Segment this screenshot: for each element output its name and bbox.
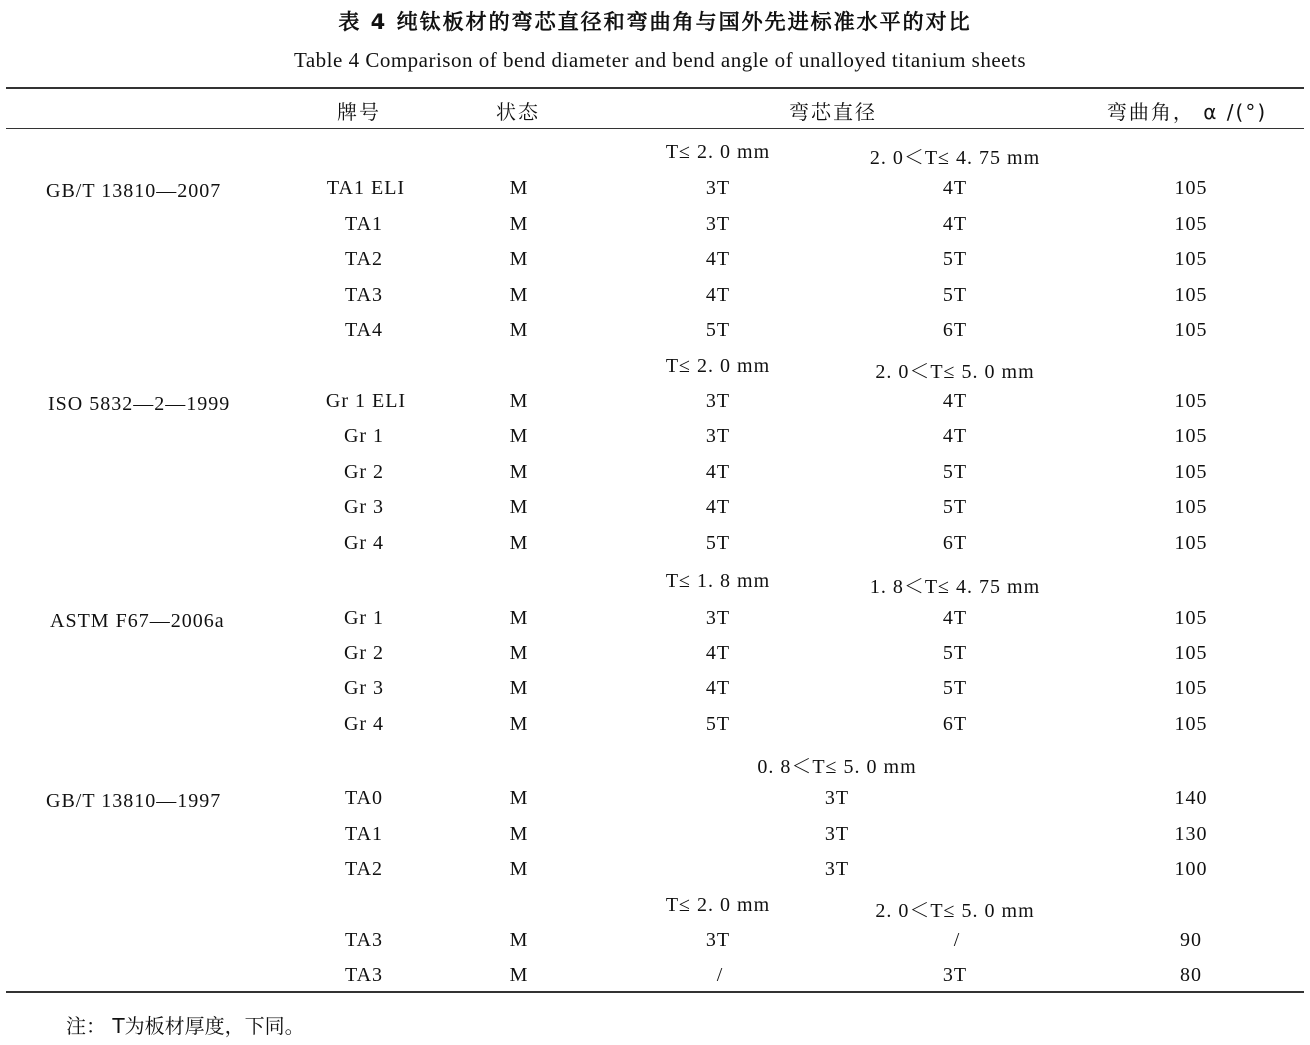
- angle-cell: 105: [1174, 461, 1208, 483]
- diameter-cell: /: [953, 929, 961, 951]
- diameter-cell: 4T: [942, 607, 968, 629]
- grade-cell: Gr 1: [343, 607, 385, 629]
- grade-cell: Gr 4: [343, 713, 385, 735]
- diameter-cell: 4T: [942, 177, 968, 199]
- angle-cell: 105: [1174, 425, 1208, 447]
- state-cell: M: [509, 532, 529, 554]
- angle-cell: 105: [1174, 284, 1208, 306]
- angle-cell: 105: [1174, 177, 1208, 199]
- state-cell: M: [509, 461, 529, 483]
- state-cell: M: [509, 858, 529, 880]
- angle-cell: 140: [1174, 787, 1208, 809]
- angle-cell: 100: [1174, 858, 1208, 880]
- grade-cell: Gr 1: [343, 425, 385, 447]
- diameter-cell: 3T: [942, 964, 968, 986]
- diameter-cell: 4T: [705, 248, 731, 270]
- table-title-chinese: 表 4 纯钛板材的弯芯直径和弯曲角与国外先进标准水平的对比: [338, 10, 972, 34]
- diameter-cell: 5T: [942, 461, 968, 483]
- diameter-cell: 5T: [942, 642, 968, 664]
- range-label: 2. 0＜T≤ 5. 0 mm: [875, 361, 1035, 383]
- state-cell: M: [509, 823, 529, 845]
- state-cell: M: [509, 607, 529, 629]
- diameter-cell: 3T: [705, 213, 731, 235]
- header-grade: 牌号: [337, 100, 381, 124]
- table-title-english: Table 4 Comparison of bend diameter and bend angle of unalloyed titanium sheets: [293, 48, 1026, 72]
- state-cell: M: [509, 213, 529, 235]
- state-cell: M: [509, 496, 529, 518]
- table-note: 注： T为板材厚度，下同。: [66, 1014, 305, 1038]
- grade-cell: TA4: [344, 319, 384, 341]
- state-cell: M: [509, 642, 529, 664]
- diameter-cell: 6T: [942, 319, 968, 341]
- grade-cell: TA2: [344, 858, 384, 880]
- bottom-rule: [6, 991, 1304, 993]
- range-label: 2. 0＜T≤ 5. 0 mm: [875, 900, 1035, 922]
- grade-cell: TA2: [344, 248, 384, 270]
- range-label: T≤ 1. 8 mm: [665, 570, 771, 592]
- diameter-cell: 4T: [705, 461, 731, 483]
- standard-label: ISO 5832—2—1999: [48, 393, 231, 415]
- standard-label: GB/T 13810—1997: [46, 790, 222, 812]
- diameter-cell: 3T: [824, 858, 850, 880]
- diameter-cell: /: [716, 964, 724, 986]
- angle-cell: 105: [1174, 532, 1208, 554]
- diameter-cell: 4T: [942, 213, 968, 235]
- diameter-cell: 3T: [705, 390, 731, 412]
- angle-cell: 105: [1174, 713, 1208, 735]
- grade-cell: Gr 2: [343, 642, 385, 664]
- diameter-cell: 5T: [705, 532, 731, 554]
- diameter-cell: 4T: [705, 642, 731, 664]
- header-bend-angle: 弯曲角， α /(°): [1106, 100, 1268, 124]
- state-cell: M: [509, 319, 529, 341]
- grade-cell: Gr 2: [343, 461, 385, 483]
- diameter-cell: 5T: [942, 677, 968, 699]
- diameter-cell: 3T: [705, 425, 731, 447]
- range-label: T≤ 2. 0 mm: [665, 894, 771, 916]
- angle-cell: 105: [1174, 390, 1208, 412]
- grade-cell: Gr 3: [343, 677, 385, 699]
- angle-cell: 105: [1174, 496, 1208, 518]
- grade-cell: Gr 3: [343, 496, 385, 518]
- range-label: 2. 0＜T≤ 4. 75 mm: [869, 147, 1041, 169]
- angle-cell: 105: [1174, 248, 1208, 270]
- diameter-cell: 4T: [942, 390, 968, 412]
- header-state: 状态: [496, 100, 540, 124]
- grade-cell: TA3: [344, 964, 384, 986]
- grade-cell: TA1 ELI: [326, 177, 406, 199]
- angle-cell: 105: [1174, 213, 1208, 235]
- grade-cell: Gr 4: [343, 532, 385, 554]
- diameter-cell: 3T: [824, 823, 850, 845]
- grade-cell: TA3: [344, 284, 384, 306]
- diameter-cell: 4T: [705, 284, 731, 306]
- angle-cell: 105: [1174, 319, 1208, 341]
- grade-cell: TA3: [344, 929, 384, 951]
- range-label: 1. 8＜T≤ 4. 75 mm: [869, 576, 1041, 598]
- state-cell: M: [509, 929, 529, 951]
- angle-cell: 105: [1174, 607, 1208, 629]
- diameter-cell: 3T: [705, 177, 731, 199]
- range-label: T≤ 2. 0 mm: [665, 141, 771, 163]
- diameter-cell: 5T: [942, 248, 968, 270]
- diameter-cell: 3T: [824, 787, 850, 809]
- top-rule: [6, 87, 1304, 89]
- range-label: 0. 8＜T≤ 5. 0 mm: [757, 756, 917, 778]
- state-cell: M: [509, 787, 529, 809]
- state-cell: M: [509, 177, 529, 199]
- range-label: T≤ 2. 0 mm: [665, 355, 771, 377]
- standard-label: GB/T 13810—2007: [46, 180, 222, 202]
- state-cell: M: [509, 677, 529, 699]
- diameter-cell: 5T: [942, 496, 968, 518]
- grade-cell: TA1: [344, 213, 384, 235]
- diameter-cell: 6T: [942, 532, 968, 554]
- grade-cell: TA1: [344, 823, 384, 845]
- diameter-cell: 6T: [942, 713, 968, 735]
- angle-cell: 105: [1174, 677, 1208, 699]
- standard-label: ASTM F67—2006a: [50, 610, 225, 632]
- angle-cell: 80: [1180, 964, 1202, 986]
- diameter-cell: 4T: [705, 677, 731, 699]
- state-cell: M: [509, 284, 529, 306]
- angle-cell: 105: [1174, 642, 1208, 664]
- grade-cell: Gr 1 ELI: [325, 390, 407, 412]
- diameter-cell: 3T: [705, 929, 731, 951]
- diameter-cell: 3T: [705, 607, 731, 629]
- state-cell: M: [509, 390, 529, 412]
- state-cell: M: [509, 964, 529, 986]
- diameter-cell: 5T: [705, 319, 731, 341]
- state-cell: M: [509, 425, 529, 447]
- diameter-cell: 4T: [942, 425, 968, 447]
- header-rule: [6, 128, 1304, 129]
- diameter-cell: 4T: [705, 496, 731, 518]
- diameter-cell: 5T: [705, 713, 731, 735]
- state-cell: M: [509, 248, 529, 270]
- state-cell: M: [509, 713, 529, 735]
- diameter-cell: 5T: [942, 284, 968, 306]
- angle-cell: 130: [1174, 823, 1208, 845]
- angle-cell: 90: [1180, 929, 1202, 951]
- header-bend-diameter: 弯芯直径: [789, 100, 877, 124]
- grade-cell: TA0: [344, 787, 384, 809]
